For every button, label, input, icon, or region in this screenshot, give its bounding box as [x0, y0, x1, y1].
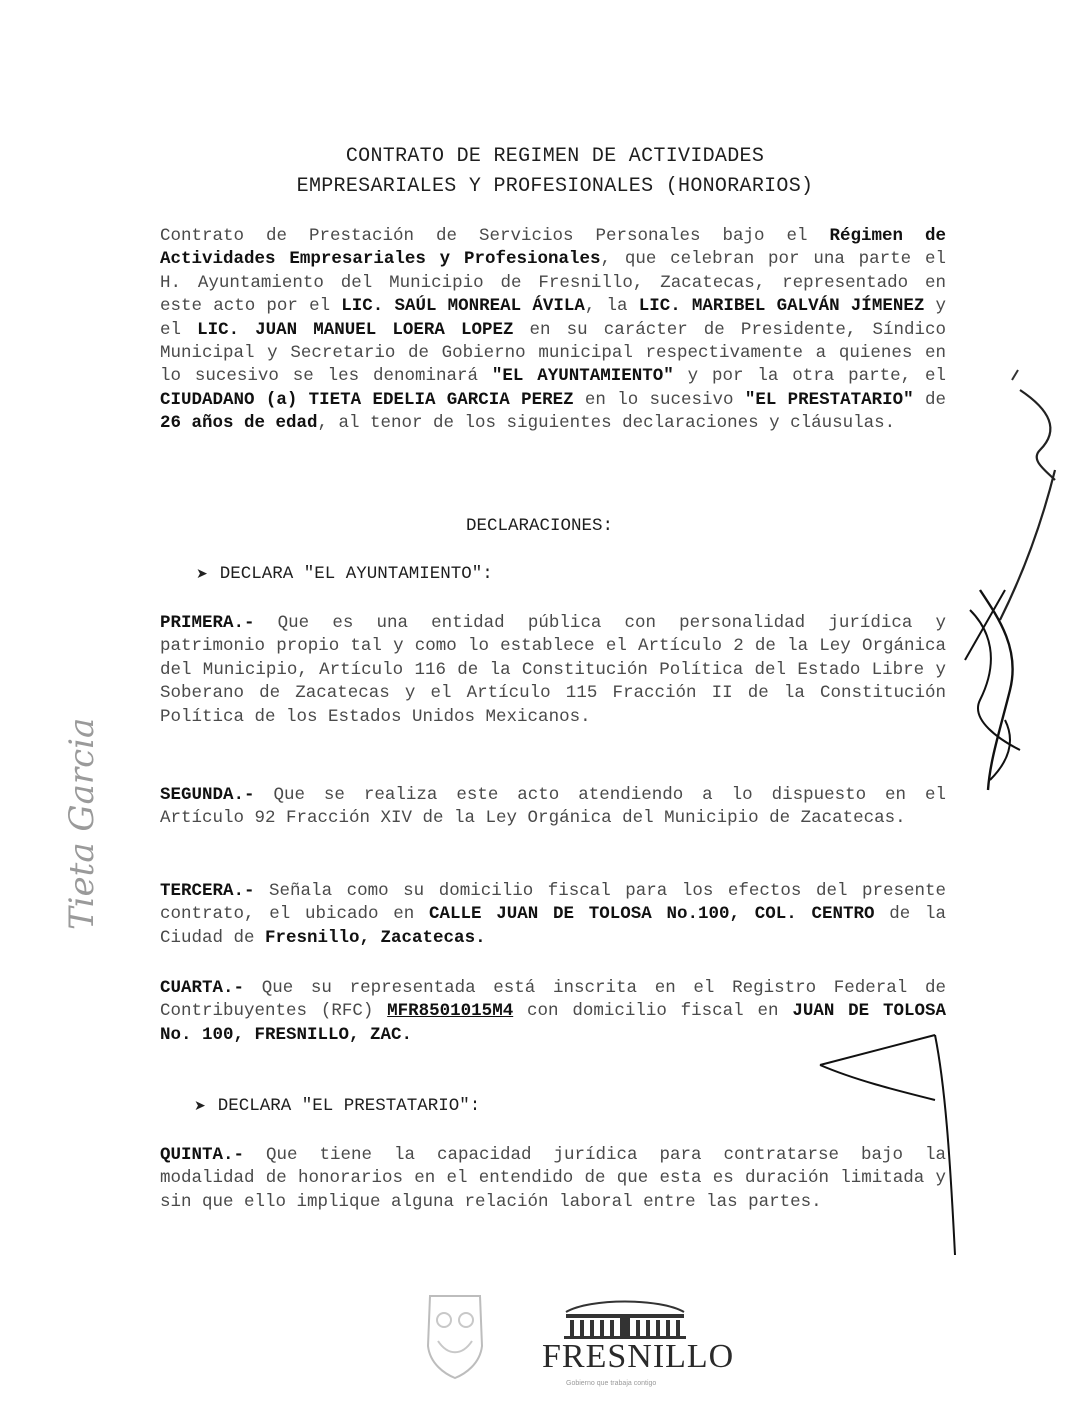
title-line-2: EMPRESARIALES Y PROFESIONALES (HONORARIOS)	[296, 175, 814, 198]
coat-of-arms-icon	[420, 1286, 490, 1386]
intro-text-2: , que celebran por una parte el H. Ayuntamiento del Municipio de Fresnillo, Zacatecas, representado en este acto por el	[160, 249, 946, 317]
intro-el-prestatario: "EL PRESTATARIO"	[744, 389, 914, 410]
cuarta-rfc: MFR8501015M4	[387, 1001, 514, 1022]
intro-edad: 26 años de edad	[160, 413, 318, 434]
tercera-domicilio: CALLE JUAN DE TOLOSA No.100, COL. CENTRO	[429, 904, 875, 925]
intro-text-4: y el	[160, 296, 947, 340]
declara-ayuntamiento-label: DECLARA "EL AYUNTAMIENTO":	[219, 564, 493, 584]
tercera-label: TERCERA.-	[160, 881, 255, 901]
cuarta-label: CUARTA.-	[160, 978, 245, 998]
intro-ciudadano: CIUDADANO (a) TIETA EDELIA GARCIA PEREZ	[160, 389, 574, 410]
tercera-ciudad: Fresnillo, Zacatecas.	[265, 927, 486, 948]
fresnillo-building-icon	[560, 1292, 690, 1340]
quinta-label: QUINTA.-	[160, 1145, 245, 1165]
tercera-text-1: Señala como su domicilio fiscal para los efectos del presente contrato, el ubicado en	[160, 881, 946, 925]
arrow-bullet-icon: ➤	[196, 566, 208, 582]
fresnillo-brand-sub: Gobierno que trabaja contigo	[566, 1380, 657, 1387]
intro-text-6: y por la otra parte, el	[673, 366, 947, 387]
clausula-tercera	[160, 880, 946, 950]
clausula-primera	[160, 612, 946, 729]
cuarta-text-2: con domicilio fiscal en	[513, 1001, 793, 1022]
intro-el-ayuntamiento: "EL AYUNTAMIENTO"	[491, 366, 674, 387]
fresnillo-brand: FRESNILLO	[542, 1338, 735, 1375]
title-line-1: CONTRATO DE REGIMEN DE ACTIVIDADES	[345, 145, 765, 168]
declara-prestatario-heading	[194, 1096, 480, 1116]
intro-text-9: , al tenor de los siguientes declaraciones y cláusulas.	[317, 413, 896, 434]
cuarta-text-1: Que su representada está inscrita en el Registro Federal de Contribuyentes (RFC)	[160, 978, 946, 1022]
intro-text-5: en su carácter de Presidente, Síndico Municipal y Secretario de Gobierno municipal respectivamente a quienes en lo sucesivo se les denominará	[160, 319, 946, 387]
signature-bracket	[815, 1025, 965, 1265]
intro-text-3: , la	[584, 296, 639, 317]
margin-handwritten-name: Tieta Garcia	[62, 717, 102, 930]
declara-prestatario-label: DECLARA "EL PRESTATARIO":	[217, 1096, 481, 1116]
intro-secretario: LIC. JUAN MANUEL LOERA LOPEZ	[197, 319, 514, 340]
intro-paragraph	[160, 225, 946, 436]
primera-text: Que es una entidad pública con personalidad jurídica y patrimonio propio tal y como lo establece el Artículo 2 de la Ley Orgánica del Municipio, Artículo 116 de la Constitución Política del Estado Libre y Soberano de Zacatecas y el Artículo 115 Fracción II de la Constitución Política de los Estados Unidos Mexicanos.	[160, 613, 946, 727]
signature-scribble	[960, 360, 1070, 820]
intro-text-1: Contrato de Prestación de Servicios Personales bajo el	[160, 226, 830, 246]
intro-presidente: LIC. SAÚL MONREAL ÁVILA	[341, 296, 585, 317]
segunda-label: SEGUNDA.-	[160, 785, 255, 805]
intro-regimen: Régimen de Actividades Empresariales y Profesionales	[160, 226, 946, 270]
cuarta-domicilio-fiscal: JUAN DE TOLOSA No. 100, FRESNILLO, ZAC.	[160, 1001, 946, 1045]
arrow-bullet-icon: ➤	[194, 1098, 206, 1114]
declaraciones-heading: DECLARACIONES:	[466, 516, 614, 536]
quinta-text: Que tiene la capacidad jurídica para contratarse bajo la modalidad de honorarios en el entendido de que esta es duración limitada y sin que ello implique alguna relación laboral entre las partes.	[160, 1145, 946, 1212]
intro-sindico: LIC. MARIBEL GALVÁN JÍMENEZ	[638, 296, 925, 317]
tercera-text-2: de la Ciudad de	[160, 904, 946, 948]
intro-text-7: en lo sucesivo	[573, 389, 745, 410]
intro-text-8: de	[913, 389, 946, 410]
primera-label: PRIMERA.-	[160, 613, 255, 633]
declara-ayuntamiento-heading	[196, 564, 493, 584]
clausula-segunda	[160, 784, 946, 831]
document-title	[160, 142, 950, 202]
segunda-text: Que se realiza este acto atendiendo a lo dispuesto en el Artículo 92 Fracción XIV de la Ley Orgánica del Municipio de Zacatecas.	[160, 785, 946, 829]
